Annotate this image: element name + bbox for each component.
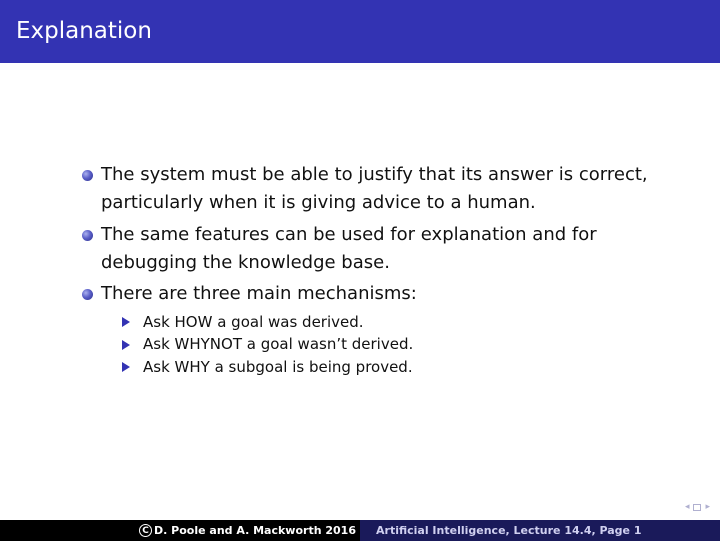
bullet-icon: [82, 289, 93, 300]
authors-text: D. Poole and A. Mackworth 2016: [154, 524, 356, 537]
arrow-bullet-icon: [122, 362, 130, 372]
navigation-controls: [685, 502, 710, 512]
bullet-icon: [82, 230, 93, 241]
footer: [0, 520, 720, 541]
frame-icon[interactable]: [693, 504, 701, 511]
item-2-line-2: debugging the knowledge base.: [101, 252, 390, 273]
lecture-text: Artificial Intelligence, Lecture 14.4, Page 1: [376, 524, 642, 537]
item-1-line-2: particularly when it is giving advice to a human.: [101, 192, 536, 213]
copyright-icon: C: [139, 524, 152, 537]
arrow-bullet-icon: [122, 340, 130, 350]
triangle-left-icon[interactable]: ◂: [684, 502, 690, 512]
triangle-right-icon[interactable]: ▸: [705, 502, 710, 512]
bullet-icon: [82, 170, 93, 181]
subitem-why: Ask WHY a subgoal is being proved.: [143, 358, 413, 376]
subitem-how: Ask HOW a goal was derived.: [143, 313, 364, 331]
footer-authors: [0, 520, 360, 541]
footer-lecture: [360, 520, 720, 541]
arrow-bullet-icon: [122, 317, 130, 327]
slide-title: Explanation: [16, 18, 152, 44]
item-2-line-1: The same features can be used for explanation and for: [101, 224, 597, 245]
subitem-whynot: Ask WHYNOT a goal wasn’t derived.: [143, 335, 414, 353]
item-3-line-1: There are three main mechanisms:: [101, 283, 417, 304]
item-1-line-1: The system must be able to justify that its answer is correct,: [101, 164, 648, 185]
